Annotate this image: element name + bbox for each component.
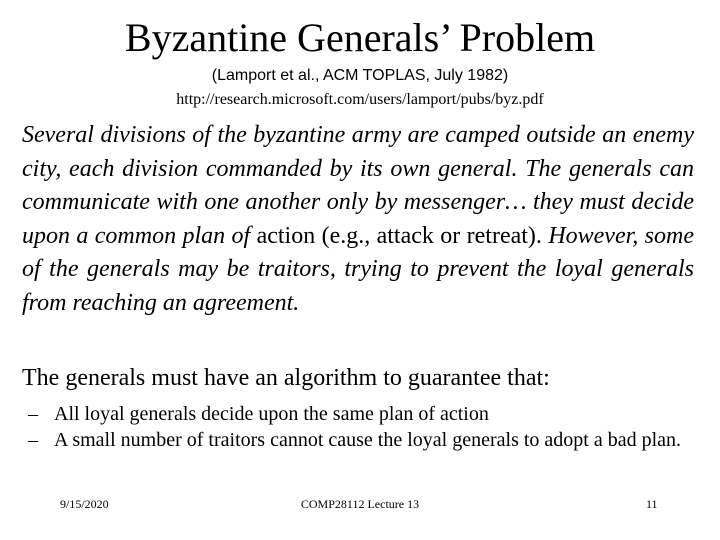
footer-page-number: 11	[646, 497, 658, 511]
list-item-text: All loyal generals decide upon the same plan of action	[54, 403, 489, 425]
slide-title: Byzantine Generals’ Problem	[124, 15, 596, 60]
description-part-1: Several divisions of the byzantine army are camped outside an enemy city, each division commanded by its own general. The generals can communicate with one another only by messenger… they must decide upon a common plan of	[22, 122, 694, 249]
requirement-text: The generals must have an algorithm to guarantee that:	[22, 365, 550, 391]
requirement-list	[28, 401, 708, 453]
list-item	[28, 427, 708, 453]
footer-date: 9/15/2020	[60, 497, 109, 511]
bullet-dash: –	[28, 429, 38, 451]
list-item	[28, 401, 708, 427]
citation-url: http://research.microsoft.com/users/lamport/pubs/byz.pdf	[176, 91, 544, 108]
problem-description	[22, 119, 694, 321]
citation-reference: (Lamport et al., ACM TOPLAS, July 1982)	[211, 67, 509, 84]
footer-course: COMP28112 Lecture 13	[300, 497, 420, 511]
bullet-dash: –	[28, 403, 38, 425]
description-part-2: action (e.g., attack or retreat).	[256, 222, 542, 249]
list-item-text: A small number of traitors cannot cause the loyal generals to adopt a bad plan.	[54, 429, 682, 451]
description-part-3: However, some of the generals may be traitors, trying to prevent the loyal generals from reaching an agreement.	[22, 222, 694, 316]
